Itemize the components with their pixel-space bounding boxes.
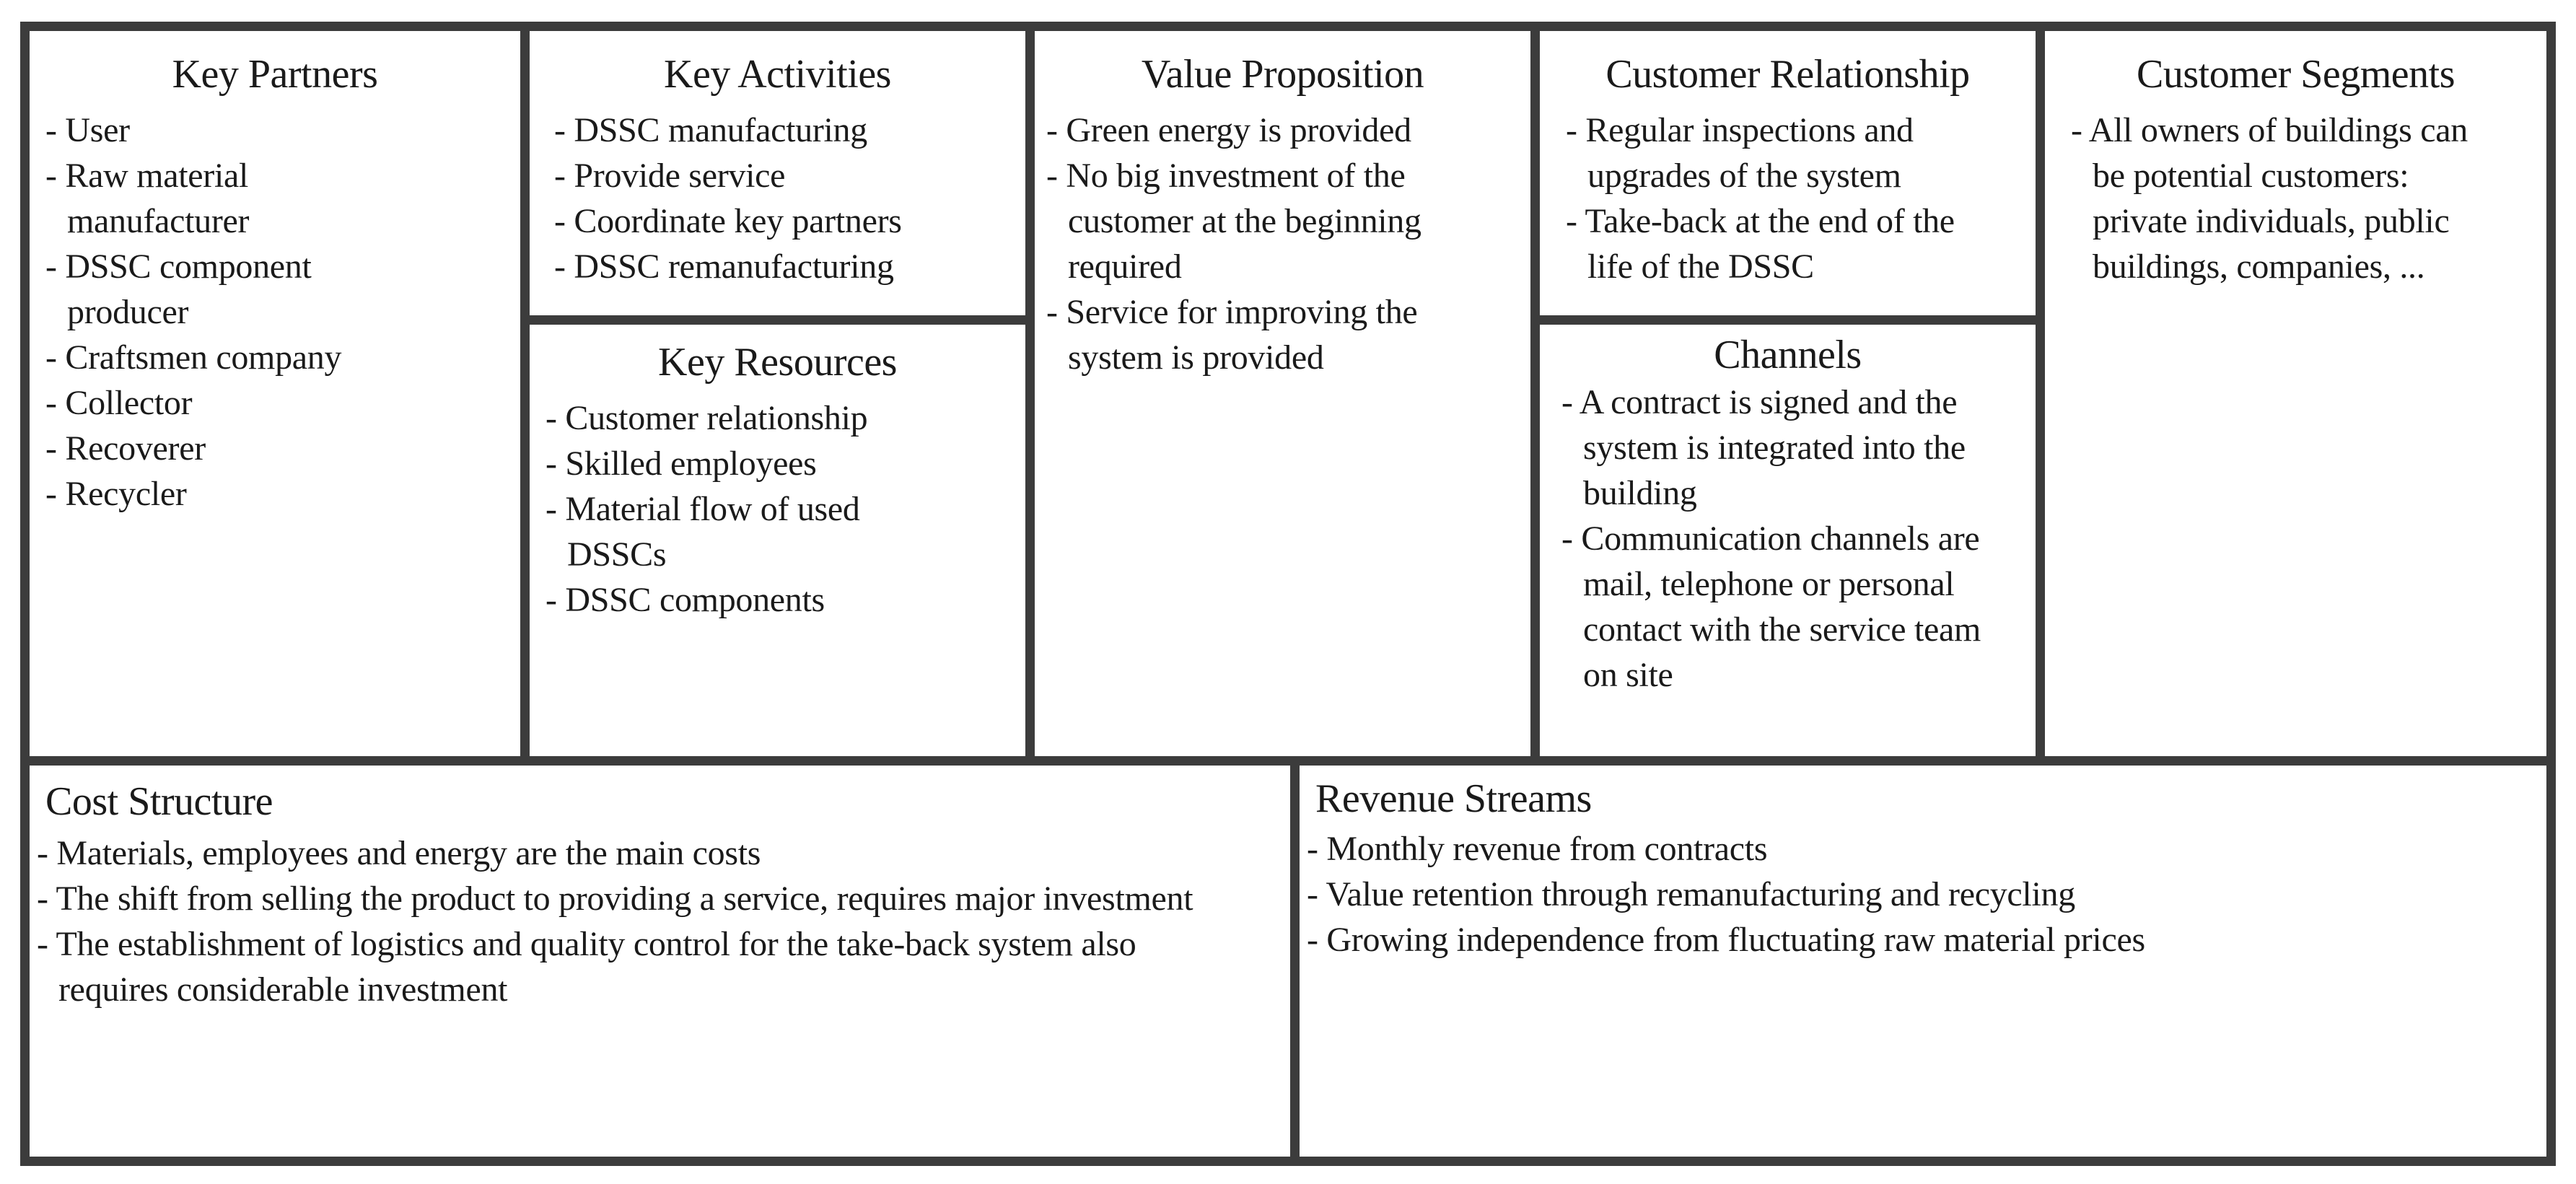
customer-relationship-title: Customer Relationship	[1605, 52, 1970, 97]
list-item: - Recycler	[45, 471, 509, 517]
list-item: - Growing independence from fluctuating raw material prices	[1307, 917, 2532, 962]
list-item: - Collector	[45, 380, 509, 426]
value-proposition-block	[1025, 22, 1540, 766]
key-resources-block	[520, 315, 1035, 766]
key-activities-block	[520, 22, 1035, 325]
channels-title: Channels	[1714, 333, 1862, 377]
cost-structure-block	[20, 756, 1300, 1166]
list-item: - The establishment of logistics and quality control for the take-back system also requires considerable investment	[37, 921, 1184, 1012]
list-item: - Regular inspections and upgrades of the system	[1566, 108, 2006, 198]
key-activities-list	[530, 108, 1025, 289]
list-item: - Provide service	[554, 153, 1014, 198]
value-proposition-list	[1035, 108, 1530, 380]
list-item: - User	[45, 108, 509, 153]
cost-structure-title: Cost Structure	[45, 779, 273, 824]
list-item: - Raw material manufacturer	[45, 153, 327, 244]
cost-structure-list	[30, 830, 1290, 1012]
key-partners-title: Key Partners	[172, 52, 378, 97]
list-item: - Materials, employees and energy are the main costs	[37, 830, 1276, 876]
list-item: - All owners of buildings can be potential customers: private individuals, public buildings, companies, ...	[2071, 108, 2497, 289]
channels-block	[1530, 315, 2045, 766]
revenue-streams-list	[1300, 826, 2546, 962]
list-item: - Craftsmen company	[45, 335, 509, 380]
customer-segments-title: Customer Segments	[2136, 52, 2455, 97]
list-item: - Monthly revenue from contracts	[1307, 826, 2532, 872]
revenue-streams-block	[1290, 756, 2556, 1166]
customer-segments-list	[2045, 108, 2546, 289]
customer-relationship-block	[1530, 22, 2045, 325]
key-partners-list	[30, 108, 520, 517]
list-item: - DSSC components	[546, 577, 1014, 623]
list-item: - Customer relationship	[546, 395, 1014, 441]
business-model-canvas	[20, 22, 2556, 1166]
list-item: - The shift from selling the product to providing a service, requires major investment	[37, 876, 1271, 921]
list-item: - Coordinate key partners	[554, 198, 1014, 244]
customer-relationship-list	[1540, 108, 2036, 289]
list-item: - Recoverer	[45, 426, 509, 471]
list-item: - Communication channels are mail, telephone or personal contact with the service team on site	[1561, 516, 1987, 698]
key-partners-block	[20, 22, 530, 766]
key-resources-list	[530, 395, 1025, 623]
list-item: - No big investment of the customer at the beginning required	[1046, 153, 1486, 289]
list-item: - Take-back at the end of the life of the DSSC	[1566, 198, 1992, 289]
key-activities-title: Key Activities	[664, 52, 891, 97]
list-item: - Material flow of used DSSCs	[546, 486, 942, 577]
revenue-streams-title: Revenue Streams	[1315, 776, 1592, 821]
customer-segments-block	[2036, 22, 2556, 766]
list-item: - DSSC component producer	[45, 244, 370, 335]
list-item: - Value retention through remanufacturing and recycling	[1307, 872, 2532, 917]
list-item: - DSSC remanufacturing	[554, 244, 1014, 289]
value-proposition-title: Value Proposition	[1141, 52, 1424, 97]
list-item: - A contract is signed and the system is integrated into the building	[1561, 380, 1994, 516]
list-item: - Service for improving the system is provided	[1046, 289, 1515, 380]
key-resources-title: Key Resources	[658, 340, 897, 385]
channels-list	[1540, 380, 2036, 698]
list-item: - DSSC manufacturing	[554, 108, 1014, 153]
list-item: - Skilled employees	[546, 441, 1014, 486]
list-item: - Green energy is provided	[1046, 108, 1519, 153]
